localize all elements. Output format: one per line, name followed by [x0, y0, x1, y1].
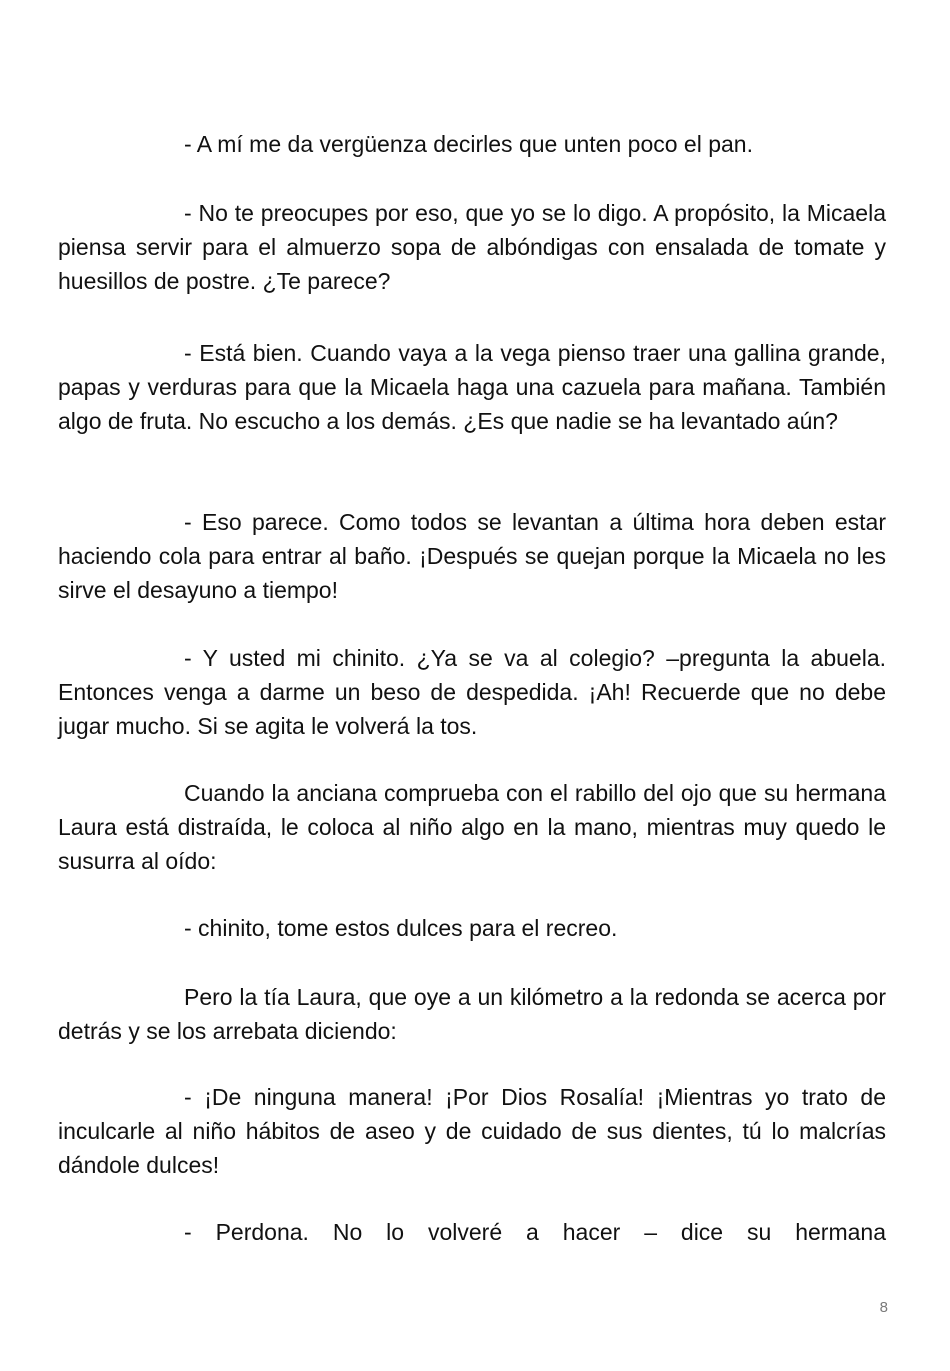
paragraph-9: - ¡De ninguna manera! ¡Por Dios Rosalía! ¡Mientras yo trato de inculcarle al niño hábitos de aseo y de cuidado de sus dientes, tú lo malcrías dándole dulces!	[58, 1084, 886, 1178]
paragraph-10: - Perdona. No lo volveré a hacer – dice su hermana	[184, 1219, 886, 1245]
paragraph-7: - chinito, tome estos dulces para el recreo.	[184, 915, 618, 941]
paragraph-4: - Eso parece. Como todos se levantan a última hora deben estar haciendo cola para entrar al baño. ¡Después se quejan porque la Micaela no les sirve el desayuno a tiempo!	[58, 509, 886, 603]
paragraph-1: - A mí me da vergüenza decirles que unten poco el pan.	[184, 131, 753, 157]
page-number: 8	[879, 1299, 888, 1316]
paragraph-8: Pero la tía Laura, que oye a un kilómetro a la redonda se acerca por detrás y se los arrebata diciendo:	[58, 984, 886, 1044]
paragraph-2: - No te preocupes por eso, que yo se lo digo. A propósito, la Micaela piensa servir para el almuerzo sopa de albóndigas con ensalada de tomate y huesillos de postre. ¿Te parece?	[58, 200, 886, 294]
paragraph-3: - Está bien. Cuando vaya a la vega pienso traer una gallina grande, papas y verduras para que la Micaela haga una cazuela para mañana. También algo de fruta. No escucho a los demás. ¿Es que nadie se ha levantado aún?	[58, 340, 886, 434]
paragraph-6: Cuando la anciana comprueba con el rabillo del ojo que su hermana Laura está distraída, le coloca al niño algo en la mano, mientras muy quedo le susurra al oído:	[58, 780, 886, 874]
paragraph-5: - Y usted mi chinito. ¿Ya se va al colegio? –pregunta la abuela. Entonces venga a darme un beso de despedida. ¡Ah! Recuerde que no debe jugar mucho. Si se agita le volverá la tos.	[58, 645, 886, 739]
